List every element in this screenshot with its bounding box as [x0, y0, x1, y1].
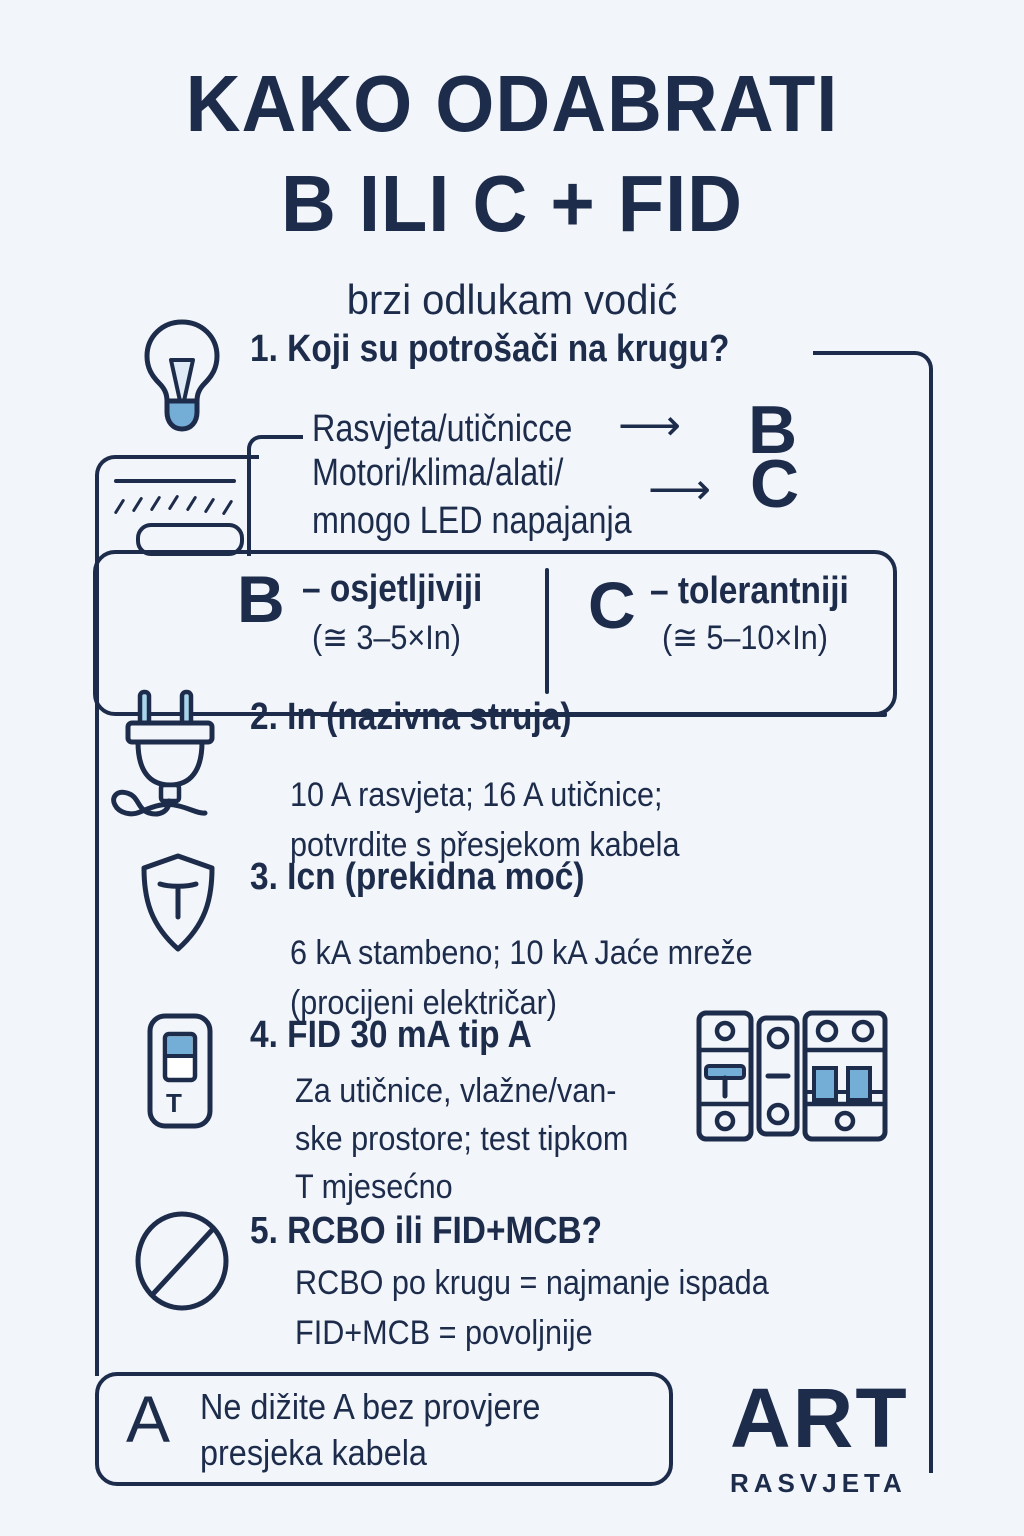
compare-c-letter: C — [588, 568, 636, 642]
step1-row1-result: B — [748, 392, 798, 468]
step2-heading: 2. In (nazivna struja) — [250, 696, 572, 738]
step2-body-line2: potvrdite s přesjekom kabela — [290, 826, 680, 864]
poster-title-line2: B ILI C + FID — [280, 159, 744, 248]
warning-letter: A — [126, 1382, 171, 1456]
step1-heading: 1. Koji su potrošači na krugu? — [250, 328, 730, 370]
brand-tagline: RASVJETA — [730, 1468, 907, 1498]
step5-body-line1: RCBO po krugu = najmanje ispada — [295, 1264, 769, 1302]
step1-row2-result: C — [750, 446, 800, 522]
step4-heading: 4. FID 30 mA tip A — [250, 1014, 532, 1056]
arrow-right-icon: ⟶ — [618, 401, 682, 450]
panel-hatch-marks — [118, 494, 248, 514]
brand-name: ART — [730, 1371, 909, 1465]
warning-line2: presjeka kabela — [200, 1432, 427, 1473]
compare-c-range: (≅ 5–10×In) — [662, 619, 828, 657]
step1-row2-label-line2: mnogo LED napajanja — [312, 500, 632, 542]
step5-heading: 5. RCBO ili FID+MCB? — [250, 1210, 603, 1252]
step4-body-line2: ske prostore; test tipkom — [295, 1120, 629, 1158]
warning-line1: Ne dižite A bez provjere — [200, 1386, 541, 1427]
power-plug-icon — [106, 686, 234, 818]
compare-b-desc: – osjetljiviji — [302, 568, 483, 610]
compare-b-range: (≅ 3–5×In) — [312, 619, 461, 657]
step3-body-line2: (procijeni električar) — [290, 984, 557, 1022]
step1-row2-label-line1: Motori/klima/alati/ — [312, 452, 564, 494]
step2-body-line1: 10 A rasvjeta; 16 A utičnice; — [290, 776, 663, 814]
compare-divider — [545, 568, 549, 694]
compare-c-desc: – tolerantniji — [650, 570, 849, 612]
no-symbol-icon — [133, 1210, 231, 1312]
rcd-test-label: T — [166, 1088, 182, 1118]
poster-subtitle: brzi odlukam vodić — [346, 276, 678, 323]
step5-body-line2: FID+MCB = povoljnije — [295, 1314, 593, 1352]
step3-body-line1: 6 kA stambeno; 10 kA Jaće mreže — [290, 934, 753, 972]
brand-logo — [730, 1371, 909, 1498]
step1-row1-label: Rasvjeta/utičnicce — [312, 408, 573, 450]
lightbulb-icon — [138, 318, 226, 436]
poster-title-line1: KAKO ODABRATI — [185, 59, 839, 148]
step4-body-line3: T mjesećno — [295, 1168, 453, 1206]
arrow-right-icon: ⟶ — [648, 465, 712, 514]
compare-b-letter: B — [237, 562, 285, 636]
panel-deco-line — [114, 479, 236, 483]
circuit-breakers-illustration — [696, 1010, 888, 1142]
step3-heading: 3. Icn (prekidna moć) — [250, 856, 585, 898]
right-connector-bracket — [813, 351, 933, 1473]
step4-body-line1: Za utičnice, vlažne/van- — [295, 1072, 617, 1110]
shield-icon — [136, 853, 220, 953]
